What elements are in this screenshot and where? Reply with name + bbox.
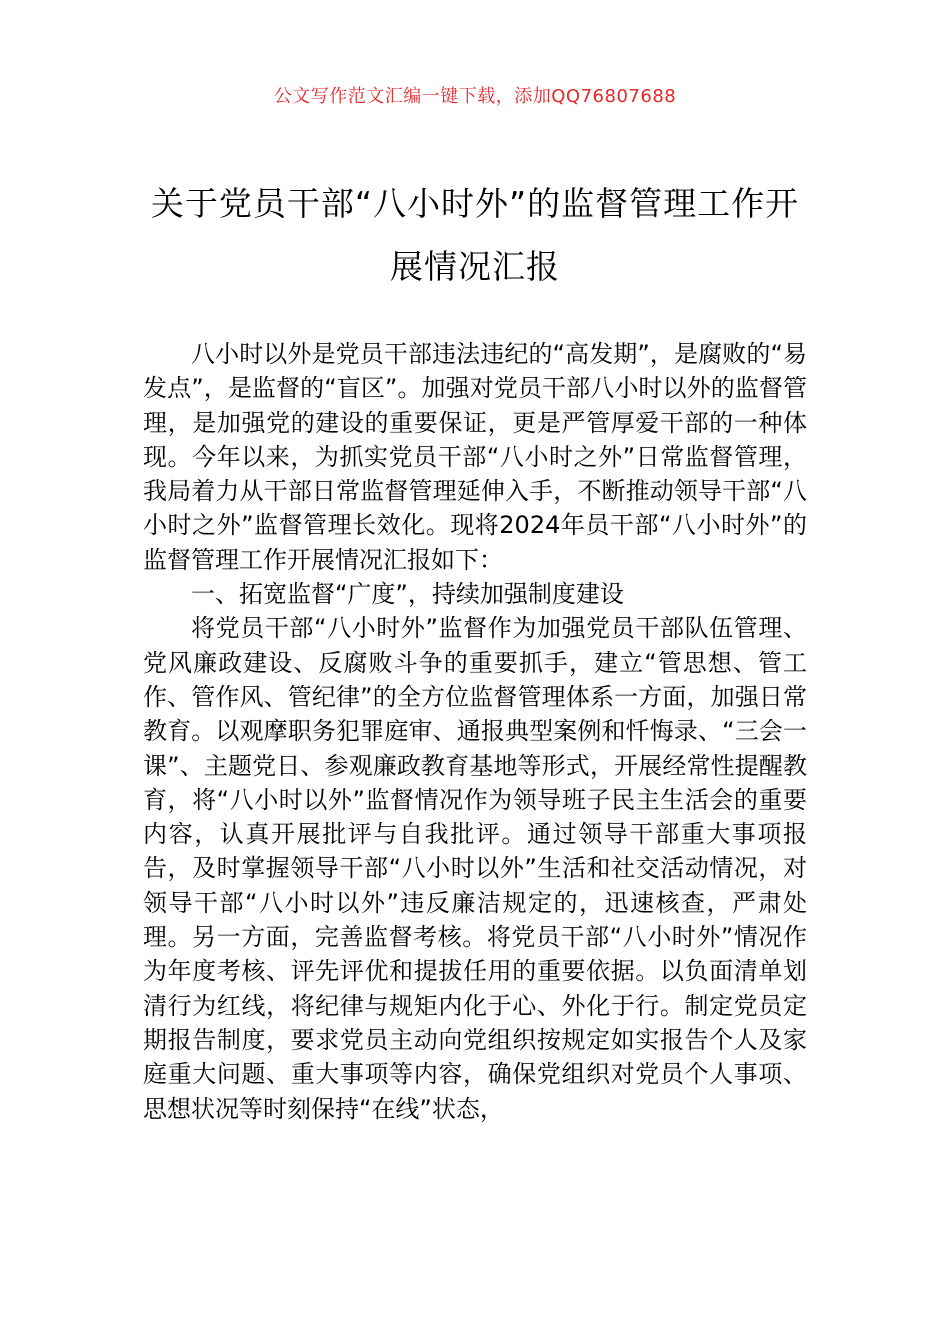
download-promo-note: 公文写作范文汇编一键下载，添加QQ76807688 xyxy=(273,86,677,107)
section-1-paragraph: 将党员干部“八小时外”监督作为加强党员干部队伍管理、党风廉政建设、反腐败斗争的重要抓手，建立“管思想、管工作、管作风、管纪律”的全方位监督管理体系一方面，加强日常教育。以观摩职务犯罪庭审、通报典型案例和忏悔录、“三会一课”、主题党日、参观廉政教育基地等形式，开展经常性提醒教育，将“八小时以外”监督情况作为领导班子民主生活会的重要内容，认真开展批评与自我批评。通过领导干部重大事项报告，及时掌握领导干部“八小时以外”生活和社交活动情况，对领导干部“八小时以外”违反廉洁规定的，迅速核查，严肃处理。另一方面，完善监督考核。将党员干部“八小时外”情况作为年度考核、评先评优和提拔任用的重要依据。以负面清单划清行为红线，将纪律与规矩内化于心、外化于行。制定党员定期报告制度，要求党员主动向党组织按规定如实报告个人及家庭重大问题、重大事项等内容，确保党组织对党员个人事项、思想状况等时刻保持“在线”状态， xyxy=(143,614,807,1123)
intro-paragraph: 八小时以外是党员干部违法违纪的“高发期”，是腐败的“易发点”，是监督的“盲区”。加强对党员干部八小时以外的监督管理，是加强党的建设的重要保证，更是严管厚爱干部的一种体现。今年以来，为抓实党员干部“八小时之外”日常监督管理，我局着力从干部日常监督管理延伸入手，不断推动领导干部“八小时之外”监督管理长效化。现将2024年员干部“八小时外”的监督管理工作开展情况汇报如下： xyxy=(143,340,807,574)
document-body xyxy=(143,337,807,1126)
section-heading-1: 一、拓宽监督“广度”，持续加强制度建设 xyxy=(191,580,624,609)
document-title: 关于党员干部“八小时外”的监督管理工作开展情况汇报 xyxy=(150,184,800,286)
